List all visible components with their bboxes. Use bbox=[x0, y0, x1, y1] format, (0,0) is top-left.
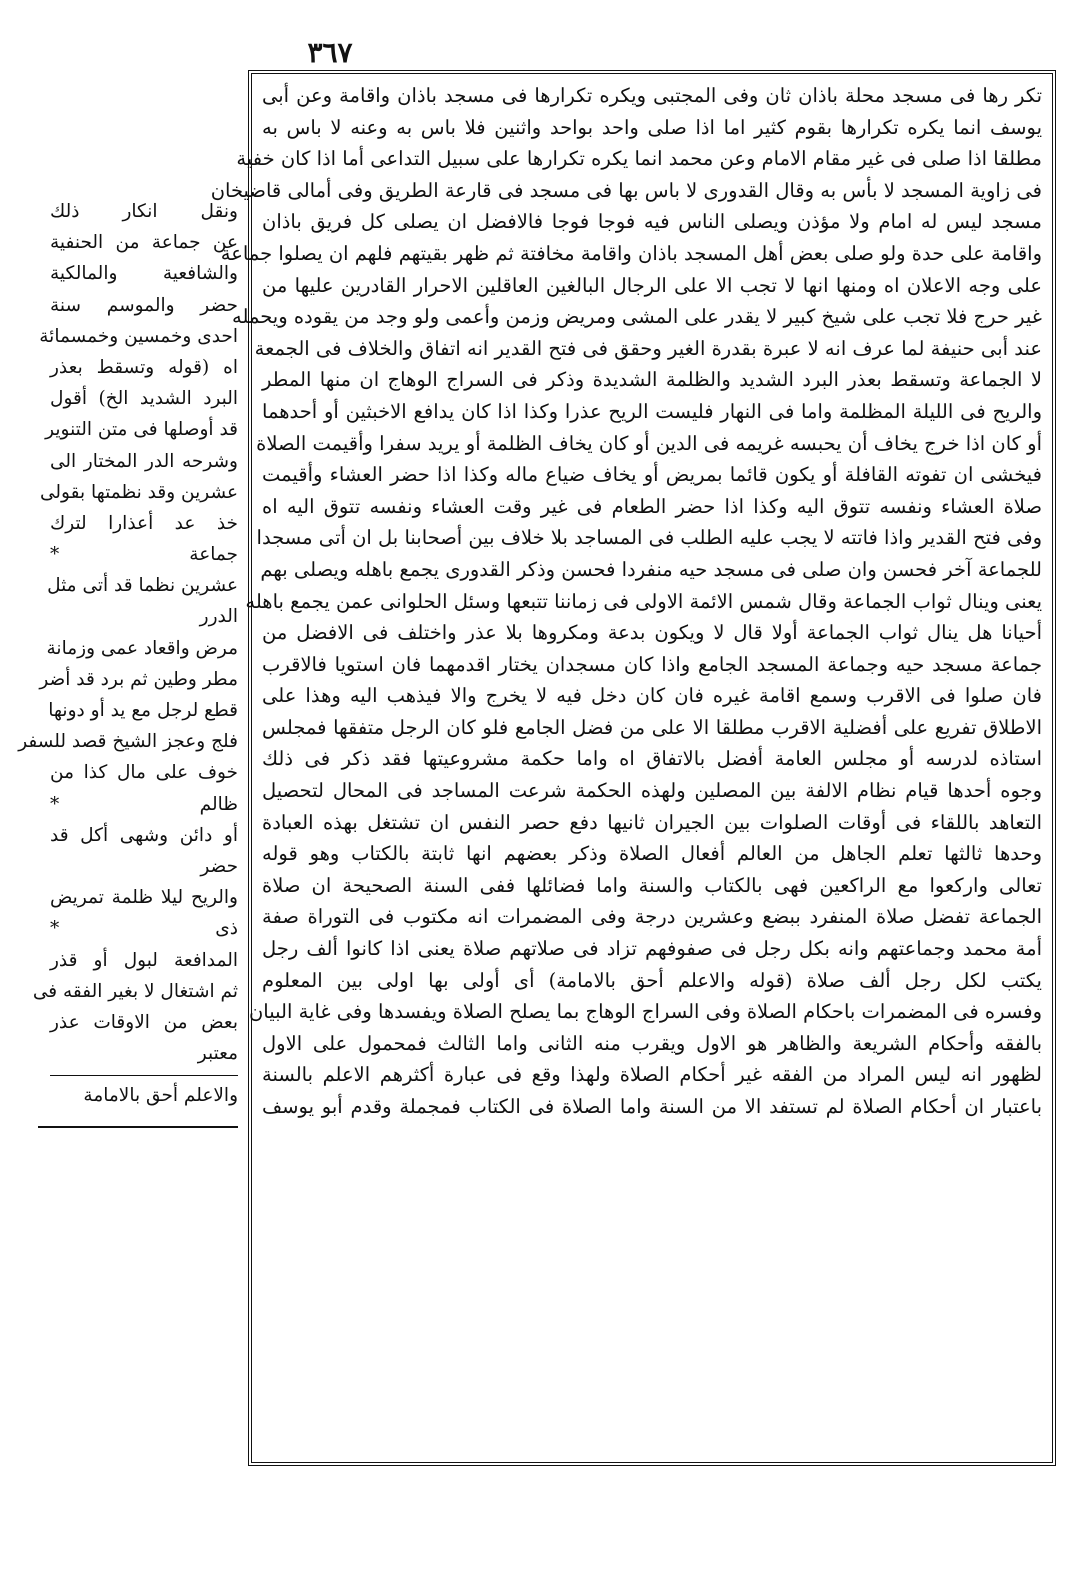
main-text-line: أو كان اذا خرج يخاف أن يحبسه غريمه فى الدين أو كان يخاف الظلمة أو يريد سفرا وأقيمت الصلاة bbox=[256, 431, 1042, 455]
main-text-line: التعاهد باللقاء فى أوقات الصلوات بين الجيران ثانيها دفع حصر النفس ان تشتغل بهذه العبادة bbox=[262, 810, 1042, 834]
margin-note-line: والريح ليلا ظلمة تمريض bbox=[50, 887, 238, 909]
main-text-line: عند أبى حنيفة لما عرف انه لا عبرة بقدرة الغير وحقق فى فتح القدير انه اتفاق والخلاف فى الجمعة bbox=[254, 336, 1042, 360]
main-text-line: مسجد ليس له امام ولا مؤذن ويصلى الناس فيه فوجا فوجا فالافضل ان يصلى كل فريق باذان bbox=[262, 210, 1042, 234]
main-text-line: واقامة على حدة ولو صلى بعض أهل المسجد باذان واقامة مخافتة ثم ظهر بقيتهم فلهم ان يصلوا جماعة bbox=[220, 241, 1042, 265]
main-text-line: للجماعة آخر فحسن وان صلى فى مسجد حيه منفردا فحسن وذكر القدورى يجمع باهله ويصلى بهم bbox=[260, 557, 1042, 581]
main-text-line: الاطلاق تفريع على أفضلية الاقرب مطلقا الا على من فضل الجامع فلو كان الرجل متفقها فمجلس bbox=[262, 715, 1042, 739]
margin-note-line: اه (قوله وتسقط بعذر bbox=[50, 356, 238, 378]
page-number: ٣٦٧ bbox=[307, 36, 353, 69]
margin-note-line: مرض واقعاد عمى وزمانة bbox=[46, 637, 238, 659]
margin-note-line: مطر وطين ثم برد قد أضر bbox=[39, 668, 238, 690]
margin-note-line: فلج وعجز الشيخ قصد للسفر bbox=[18, 731, 238, 753]
margin-heading: والاعلم أحق بالامامة bbox=[83, 1085, 238, 1107]
margin-notes bbox=[18, 196, 238, 1128]
main-text-line: تكر رها فى مسجد محلة باذان ثان وفى المجتبى ويكره تكرارها فى مسجد باذان واقامة وعن أبى bbox=[262, 84, 1042, 107]
main-text-line: وحدها ثالثها تعلم الجاهل من العالم أفعال الصلاة وذكر بعضهم انها ثابتة بالكتاب وهو قوله bbox=[262, 842, 1042, 866]
main-text-line: غير حرج فلا تجب على شيخ كبير لا يقدر على المشى ومريض وزمن وأعمى ولو وجد من يقوده ويحمله bbox=[232, 305, 1042, 329]
margin-note-line: عشرين نظما قد أتى مثل bbox=[47, 575, 238, 597]
main-text-line: جماعة مسجد حيه وجماعة المسجد الجامع واذا كان مسجدان يختار اقدمهما فان استويا فالاقرب bbox=[262, 652, 1042, 676]
margin-note-line: حضر bbox=[200, 855, 238, 877]
main-text-line: فى زاوية المسجد لا بأس به وقال القدورى لا باس بها فى مسجد فى قارعة الطريق وفى أمالى قاضيخان bbox=[210, 178, 1042, 202]
main-text-line: فان صلوا فى الاقرب وسمع اقامة غيره فان كان دخل فيه لا يخرج والا فيذهب اليه وهذا على bbox=[262, 684, 1042, 708]
margin-note-line: ذى * bbox=[50, 918, 238, 940]
main-text-line: الجماعة تفضل صلاة المنفرد ببضع وعشرين درجة وفى المضمرات انه مكتوب فى التوراة صفة bbox=[262, 905, 1042, 929]
main-text-line: أمة محمد وجماعتهم وانه بكل رجل فى صفوفهم تزاد فى صلاتهم صلاة يعنى اذا كانوا ألف رجل bbox=[262, 937, 1042, 961]
margin-note-line: بعض من الاوقات عذر bbox=[50, 1011, 238, 1033]
main-text-line: يكتب لكل رجل ألف صلاة (قوله والاعلم أحق بالامامة) أى أولى بها اولى بين المعلوم bbox=[262, 968, 1042, 992]
main-text-line: يعنى وينال ثواب الجماعة وقال شمس الائمة الاولى فى زماننا تتبعها وسئل الحلوانى عمن يجمع باهله bbox=[245, 589, 1042, 613]
margin-note-line: حضر والموسم سنة bbox=[50, 294, 238, 316]
main-text-line: على وجه الاعلان اه ومنها انها لا تجب الا على الرجال البالغين العاقلين الاحرار القادرين عليها من bbox=[262, 273, 1042, 297]
margin-note-line: والشافعية والمالكية bbox=[50, 263, 238, 285]
margin-note-line: خوف على مال كذا من bbox=[50, 762, 238, 784]
main-text-line: فيخشى ان تفوته القافلة أو يكون قائما بمريض أو يخاف ضياع ماله وكذا اذا حضر العشاء وأقيمت bbox=[262, 463, 1042, 487]
margin-note-line: معتبر bbox=[197, 1043, 238, 1065]
margin-note-line: خذ عد أعذارا لترك bbox=[50, 512, 238, 534]
margin-note-line: ثم اشتغال لا بغير الفقه فى bbox=[32, 980, 238, 1002]
margin-note-line: قد أوصلها فى متن التنوير bbox=[45, 419, 238, 441]
margin-note-line: قطع لرجل مع يد أو دونها bbox=[48, 700, 238, 721]
main-text-line: وفسره فى المضمرات باحكام الصلاة وفى السراج الوهاج بما يصلح الصلاة ويفسدها وفى غاية البيان bbox=[248, 1000, 1042, 1024]
main-text-line: لظهور انه ليس المراد من الفقه غير أحكام الصلاة ولهذا وقع فى عبارة أكثرهم الاعلم بالسنة bbox=[262, 1063, 1042, 1087]
margin-divider bbox=[50, 1075, 238, 1076]
margin-note-line: وشرحه الدر المختار الى bbox=[50, 450, 238, 472]
margin-note-line: عن جماعة من الحنفية bbox=[50, 232, 238, 254]
main-text-line: باعتبار ان أحكام الصلاة لم تستفد الا من السنة واما الصلاة فى الكتاب فمجملة وقدم أبو يوسف bbox=[262, 1095, 1042, 1118]
margin-note-line: جماعة * bbox=[50, 544, 238, 566]
margin-note-line: ونقل انكار ذلك bbox=[50, 201, 238, 222]
main-text-line: استاذه لدرسه أو مجلس العامة أفضل بالاتفاق اه واما حكمة مشروعيتها فقد ذكر فى ذلك bbox=[262, 747, 1042, 771]
margin-note-line: أو دائن وشهى أكل قد bbox=[50, 824, 238, 846]
main-text-line: صلاة العشاء ونفسه تتوق اليه وكذا اذا حضر الطعام فى غير وقت العشاء ونفسه تتوق اليه اه bbox=[262, 494, 1042, 518]
margin-note-line: ظالم * bbox=[50, 793, 238, 815]
main-text-line: وجوه أحدها قيام نظام الالفة بين المصلين ولهذه الحكمة شرعت المساجد فى المحال لتحصيل bbox=[262, 779, 1042, 803]
margin-note-line: احدى وخمسين وخمسمائة bbox=[39, 325, 238, 347]
margin-note-line: عشرين وقد نظمتها بقولى bbox=[40, 481, 238, 503]
main-text-line: وفى فتح القدير واذا فاتته لا يجب عليه الطلب فى المساجد بلا خلاف بين أصحابنا بل ان أتى مسجدا bbox=[256, 526, 1042, 550]
main-text-line: تعالى واركعوا مع الراكعين فهى بالكتاب والسنة واما فضائلها ففى السنة الصحيحة ان صلاة bbox=[262, 873, 1042, 897]
main-text-line: لا الجماعة وتسقط بعذر البرد الشديد والظلمة الشديدة وذكر فى السراج الوهاج ان منها المطر bbox=[262, 368, 1042, 392]
main-text-line: يوسف انما يكره تكرارها بقوم كثير اما اذا صلى واحد بواحد واثنين فلا باس به وعنه لا باس به bbox=[262, 115, 1042, 139]
margin-note-line: الدرر bbox=[199, 606, 238, 628]
margin-bottom-divider bbox=[38, 1126, 238, 1128]
main-text-line: بالفقه وأحكام الشريعة والظاهر هو الاول ويقرب منه الثانى واما الثالث فمحمول على الاول bbox=[262, 1031, 1042, 1055]
main-text-line: مطلقا اذا صلى فى غير مقام الامام وعن محمد انما يكره تكرارها على سبيل التداعى أما اذا كان خفية bbox=[236, 147, 1042, 171]
main-text-line: أحيانا هل ينال ثواب الجماعة أولا قال لا ويكون بدعة ومكروها بلا عذر واختلف فى الافضل من bbox=[262, 621, 1042, 645]
margin-note-line: البرد الشديد الخ) أقول bbox=[50, 388, 238, 410]
margin-note-line: المدافعة لبول أو قذر bbox=[50, 949, 238, 971]
main-text-line: والريح فى الليلة المظلمة واما فى النهار فليست الريح عذرا وكذا اذا كان يدافع الاخبثين أو أحدهما bbox=[262, 399, 1042, 423]
